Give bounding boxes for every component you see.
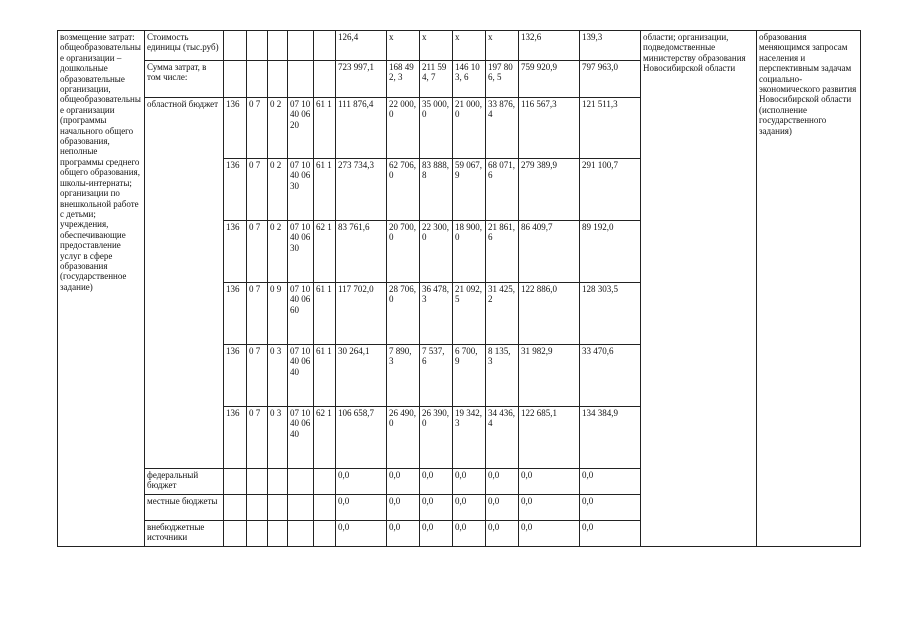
- year1-value: 0,0: [387, 495, 420, 521]
- finance-table: [57, 30, 861, 547]
- subsection-code: 0 9: [268, 283, 288, 345]
- year3-value: 19 342, 3: [453, 407, 486, 469]
- admin-code: 136: [224, 221, 247, 283]
- section-code: 0 7: [247, 407, 268, 469]
- year1-value: 0,0: [387, 521, 420, 547]
- expense-type-code: [314, 495, 336, 521]
- year2-value: 36 478, 3: [420, 283, 453, 345]
- admin-code: 136: [224, 159, 247, 221]
- year2-value: 26 390, 0: [420, 407, 453, 469]
- year3-value: 21 092, 5: [453, 283, 486, 345]
- target-code: [288, 521, 314, 547]
- target-code: 07 10 40 06 40: [288, 407, 314, 469]
- source-label: местные бюджеты: [145, 495, 224, 521]
- year5-value: 279 389,9: [519, 159, 580, 221]
- total-value: 723 997,1: [336, 61, 387, 98]
- target-code: [288, 61, 314, 98]
- year6-value: 139,3: [580, 31, 641, 61]
- year2-value: 35 000, 0: [420, 98, 453, 159]
- expense-type-code: 62 1: [314, 221, 336, 283]
- year5-value: 122 886,0: [519, 283, 580, 345]
- source-label: внебюджетные источники: [145, 521, 224, 547]
- year6-value: 797 963,0: [580, 61, 641, 98]
- expense-type-code: [314, 469, 336, 495]
- year4-value: 21 861, 6: [486, 221, 519, 283]
- year3-value: х: [453, 31, 486, 61]
- expense-type-code: 61 1: [314, 159, 336, 221]
- year6-value: 0,0: [580, 521, 641, 547]
- year3-value: 0,0: [453, 495, 486, 521]
- year4-value: 34 436, 4: [486, 407, 519, 469]
- year1-value: 22 000, 0: [387, 98, 420, 159]
- target-code: [288, 495, 314, 521]
- total-value: 111 876,4: [336, 98, 387, 159]
- year4-value: 33 876, 4: [486, 98, 519, 159]
- section-code: 0 7: [247, 221, 268, 283]
- subsection-code: [268, 61, 288, 98]
- year5-value: 0,0: [519, 495, 580, 521]
- expense-type-code: 62 1: [314, 407, 336, 469]
- total-value: 117 702,0: [336, 283, 387, 345]
- target-code: [288, 31, 314, 61]
- source-label: Сумма затрат, в том числе:: [145, 61, 224, 98]
- target-code: 07 10 40 06 40: [288, 345, 314, 407]
- subsection-code: 0 2: [268, 221, 288, 283]
- admin-code: 136: [224, 407, 247, 469]
- year4-value: 197 806, 5: [486, 61, 519, 98]
- year2-value: 83 888, 8: [420, 159, 453, 221]
- section-code: 0 7: [247, 283, 268, 345]
- admin-code: [224, 521, 247, 547]
- year6-value: 121 511,3: [580, 98, 641, 159]
- admin-code: [224, 495, 247, 521]
- admin-code: 136: [224, 98, 247, 159]
- year1-value: 62 706, 0: [387, 159, 420, 221]
- section-code: [247, 469, 268, 495]
- subsection-code: [268, 31, 288, 61]
- source-label: федеральный бюджет: [145, 469, 224, 495]
- year1-value: 28 706, 0: [387, 283, 420, 345]
- total-value: 106 658,7: [336, 407, 387, 469]
- year2-value: х: [420, 31, 453, 61]
- total-value: 0,0: [336, 521, 387, 547]
- year2-value: 0,0: [420, 495, 453, 521]
- year4-value: 0,0: [486, 521, 519, 547]
- target-code: 07 10 40 06 20: [288, 98, 314, 159]
- year5-value: 122 685,1: [519, 407, 580, 469]
- executor-description: области; организации, подведомственные министерству образования Новосибирской области: [641, 31, 757, 547]
- year6-value: 134 384,9: [580, 407, 641, 469]
- year4-value: 0,0: [486, 495, 519, 521]
- subsection-code: 0 2: [268, 98, 288, 159]
- expense-type-code: [314, 61, 336, 98]
- year6-value: 0,0: [580, 469, 641, 495]
- section-code: [247, 495, 268, 521]
- subsection-code: 0 3: [268, 407, 288, 469]
- expense-type-code: 61 1: [314, 345, 336, 407]
- year4-value: 31 425, 2: [486, 283, 519, 345]
- total-value: 30 264,1: [336, 345, 387, 407]
- admin-code: 136: [224, 283, 247, 345]
- subsection-code: [268, 521, 288, 547]
- year3-value: 6 700, 9: [453, 345, 486, 407]
- year6-value: 89 192,0: [580, 221, 641, 283]
- section-code: 0 7: [247, 98, 268, 159]
- year3-value: 0,0: [453, 469, 486, 495]
- year1-value: 26 490, 0: [387, 407, 420, 469]
- target-code: 07 10 40 06 60: [288, 283, 314, 345]
- year2-value: 22 300, 0: [420, 221, 453, 283]
- year6-value: 0,0: [580, 495, 641, 521]
- year3-value: 18 900, 0: [453, 221, 486, 283]
- year5-value: 0,0: [519, 521, 580, 547]
- total-value: 0,0: [336, 469, 387, 495]
- year5-value: 759 920,9: [519, 61, 580, 98]
- total-value: 0,0: [336, 495, 387, 521]
- subsection-code: [268, 469, 288, 495]
- source-label: областной бюджет: [145, 98, 224, 469]
- section-code: 0 7: [247, 159, 268, 221]
- year6-value: 291 100,7: [580, 159, 641, 221]
- year2-value: 7 537, 6: [420, 345, 453, 407]
- total-value: 126,4: [336, 31, 387, 61]
- section-code: [247, 521, 268, 547]
- year3-value: 146 103, 6: [453, 61, 486, 98]
- expense-type-code: [314, 521, 336, 547]
- year1-value: 20 700, 0: [387, 221, 420, 283]
- section-code: 0 7: [247, 345, 268, 407]
- year2-value: 0,0: [420, 469, 453, 495]
- year4-value: 8 135, 3: [486, 345, 519, 407]
- target-code: 07 10 40 06 30: [288, 159, 314, 221]
- year3-value: 59 067, 9: [453, 159, 486, 221]
- target-code: [288, 469, 314, 495]
- admin-code: 136: [224, 345, 247, 407]
- section-code: [247, 31, 268, 61]
- year1-value: х: [387, 31, 420, 61]
- year4-value: 0,0: [486, 469, 519, 495]
- year5-value: 0,0: [519, 469, 580, 495]
- subsection-code: [268, 495, 288, 521]
- admin-code: [224, 469, 247, 495]
- admin-code: [224, 31, 247, 61]
- total-value: 83 761,6: [336, 221, 387, 283]
- expense-type-code: [314, 31, 336, 61]
- measure-description: возмещение затрат: общеобразовательные организации – дошкольные образовательные организации, общеобразовательные организации (программы начального общего образования, неполные программы среднего общего образования, школы-интернаты; организации по внешкольной работе с детьми; учреждения, обеспечивающие предоставление услуг в сфере образования (государственное задание): [58, 31, 145, 547]
- expense-type-code: 61 1: [314, 98, 336, 159]
- target-code: 07 10 40 06 30: [288, 221, 314, 283]
- year4-value: х: [486, 31, 519, 61]
- section-code: [247, 61, 268, 98]
- year4-value: 68 071, 6: [486, 159, 519, 221]
- admin-code: [224, 61, 247, 98]
- year5-value: 31 982,9: [519, 345, 580, 407]
- year1-value: 168 492, 3: [387, 61, 420, 98]
- year5-value: 86 409,7: [519, 221, 580, 283]
- source-label: Стоимость единицы (тыс.руб): [145, 31, 224, 61]
- year1-value: 7 890, 3: [387, 345, 420, 407]
- table-row: [58, 31, 861, 61]
- year1-value: 0,0: [387, 469, 420, 495]
- result-description: образования меняющимся запросам населения и перспективным задачам социально-экономического развития Новосибирской области (исполнение государственного задания): [757, 31, 861, 547]
- subsection-code: 0 2: [268, 159, 288, 221]
- year3-value: 21 000, 0: [453, 98, 486, 159]
- total-value: 273 734,3: [336, 159, 387, 221]
- year2-value: 211 594, 7: [420, 61, 453, 98]
- year5-value: 116 567,3: [519, 98, 580, 159]
- year2-value: 0,0: [420, 521, 453, 547]
- year6-value: 33 470,6: [580, 345, 641, 407]
- year5-value: 132,6: [519, 31, 580, 61]
- expense-type-code: 61 1: [314, 283, 336, 345]
- year3-value: 0,0: [453, 521, 486, 547]
- subsection-code: 0 3: [268, 345, 288, 407]
- year6-value: 128 303,5: [580, 283, 641, 345]
